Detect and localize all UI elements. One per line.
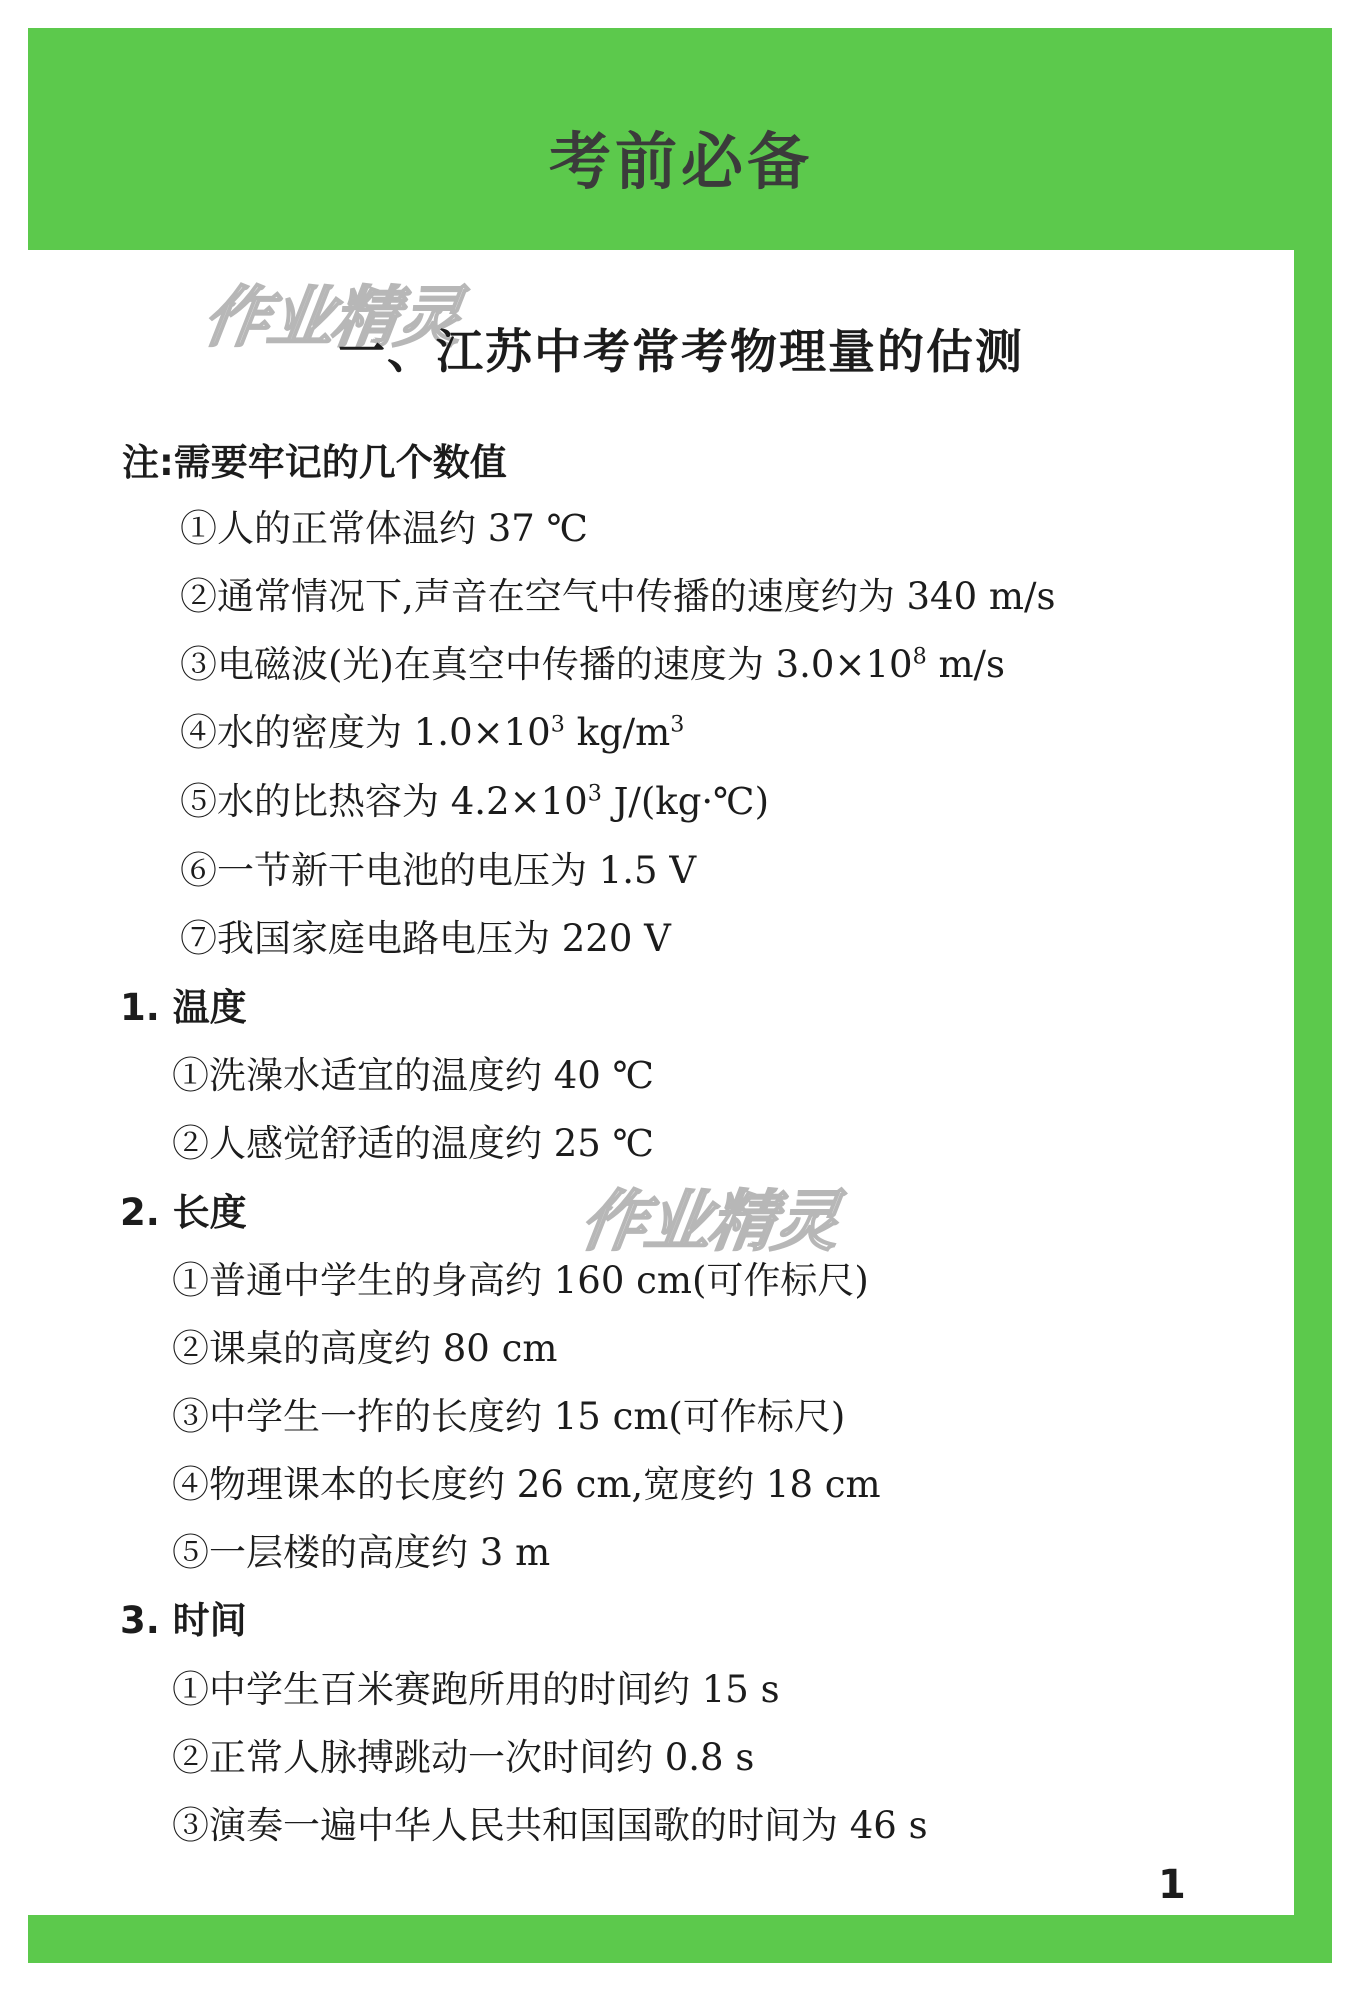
length-item: ④物理课本的长度约 26 cm,宽度约 18 cm <box>172 1463 881 1506</box>
time-item: ②正常人脉搏跳动一次时间约 0.8 s <box>172 1736 755 1779</box>
watermark: 作业精灵 <box>575 1183 843 1260</box>
temperature-heading: 1. 温度 <box>120 986 247 1029</box>
section-title: 一、江苏中考常考物理量的估测 <box>338 325 1024 380</box>
time-item: ①中学生百米赛跑所用的时间约 15 s <box>172 1668 780 1711</box>
length-item: ②课桌的高度约 80 cm <box>172 1327 558 1370</box>
temperature-item: ②人感觉舒适的温度约 25 ℃ <box>172 1122 654 1165</box>
length-heading: 2. 长度 <box>120 1191 247 1234</box>
note-item: ⑥一节新干电池的电压为 1.5 V <box>180 849 697 892</box>
note-item: ②通常情况下,声音在空气中传播的速度约为 340 m/s <box>180 575 1056 618</box>
note-item: ⑦我国家庭电路电压为 220 V <box>180 917 671 960</box>
watermark: 作业精灵 <box>198 279 466 356</box>
time-item: ③演奏一遍中华人民共和国国歌的时间为 46 s <box>172 1804 928 1847</box>
length-item: ①普通中学生的身高约 160 cm(可作标尺) <box>172 1259 869 1302</box>
length-item: ⑤一层楼的高度约 3 m <box>172 1531 551 1574</box>
note-item: ⑤水的比热容为 $4.2\times 10^3$ J/(kg·℃) <box>180 780 769 823</box>
note-item: ④水的密度为 $1.0\times 10^3$ $kg/m^3$ <box>180 711 685 754</box>
note-heading: 注:需要牢记的几个数值 <box>122 441 507 484</box>
length-item: ③中学生一拃的长度约 15 cm(可作标尺) <box>172 1395 846 1438</box>
banner-title: 考前必备 <box>548 125 813 198</box>
note-item: ③电磁波(光)在真空中传播的速度为 $3.0\times 10^8$ m/s <box>180 643 1005 686</box>
time-heading: 3. 时间 <box>120 1599 247 1642</box>
page-number: 1 <box>1158 1862 1186 1908</box>
temperature-item: ①洗澡水适宜的温度约 40 ℃ <box>172 1054 654 1097</box>
note-item: ①人的正常体温约 37 ℃ <box>180 507 588 550</box>
